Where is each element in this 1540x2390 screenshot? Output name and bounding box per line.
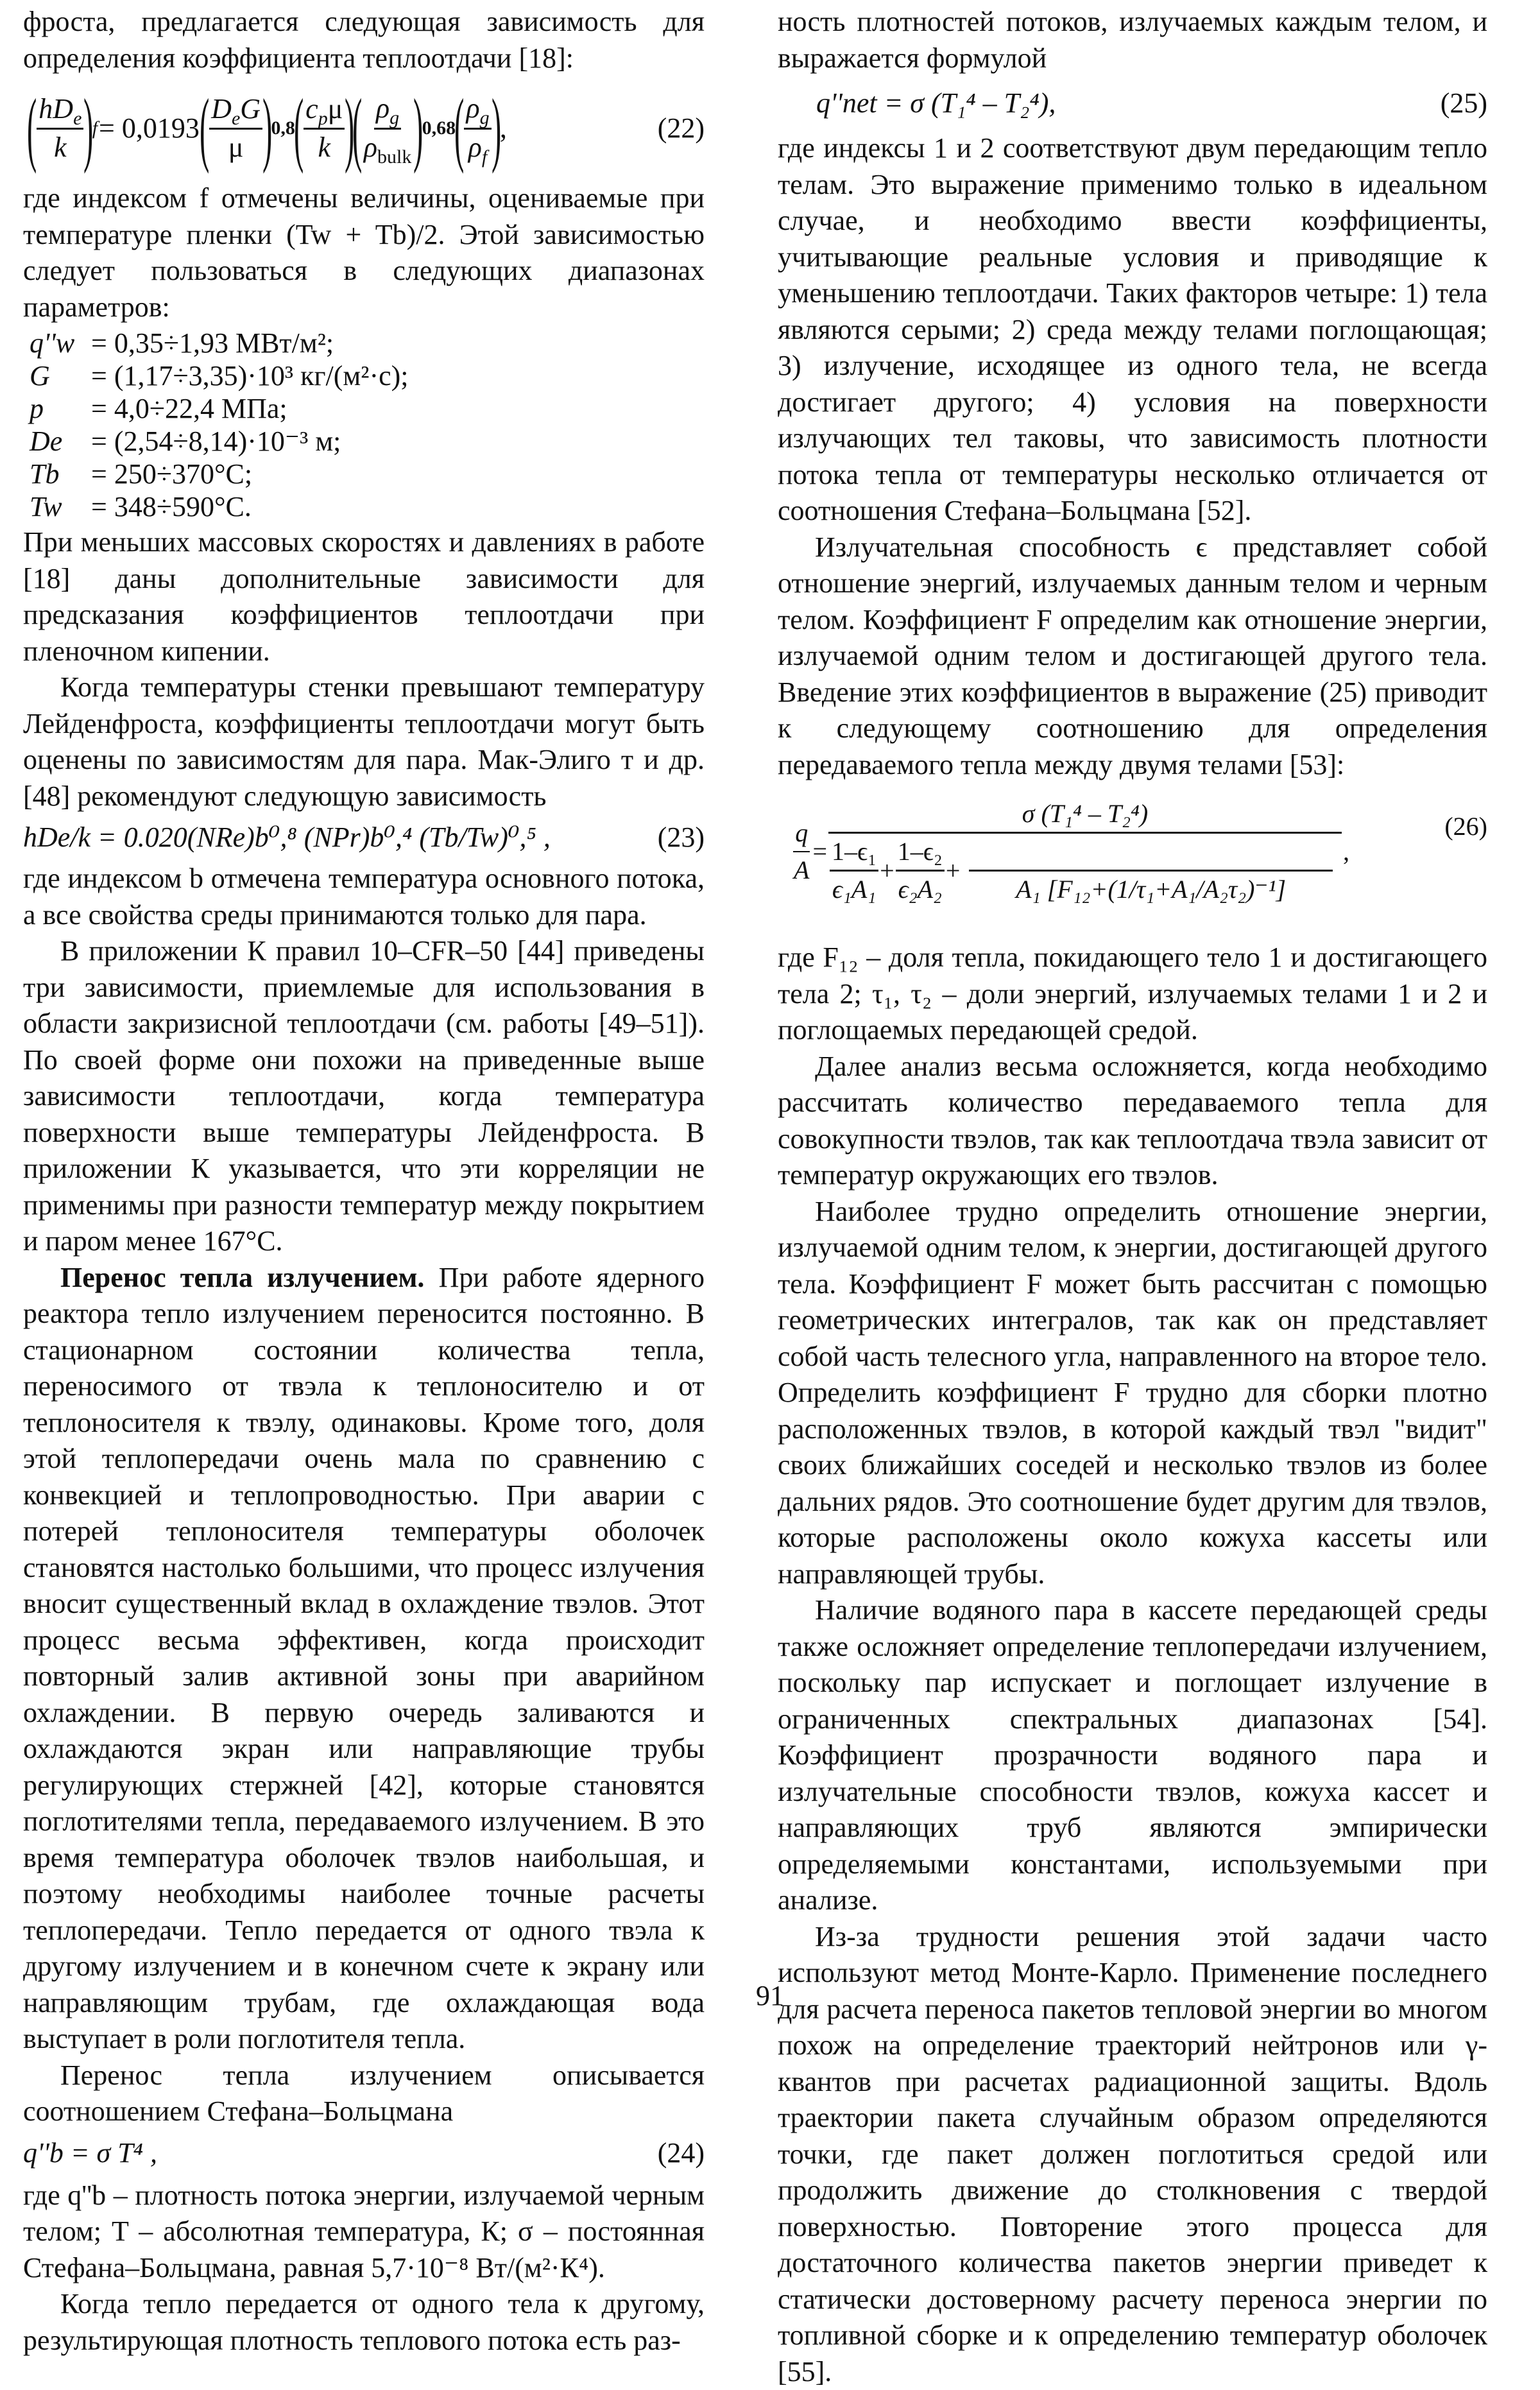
equation-24: q''b = σ T⁴ , (24) [23, 2134, 705, 2174]
parameter-ranges [23, 327, 705, 523]
equation-number: (25) [1430, 85, 1487, 122]
paragraph: Перенос тепла излучением. При работе ядерного реактора тепло излучением переносится постоянно. В стационарном состоянии количества тепла, переносимого от твэла к теплоносителю и от теплоносителя к твэлу, одинаковы. Кроме того, доля этой теплопередачи очень мала по сравнению с конвекцией и теплопроводностью. При аварии с потерей теплоносителя температуры оболочек становятся настолько большими, что процесс излучения вносит существенный вклад в охлаждение твэлов. Этот процесс весьма эффективен, когда происходит повторный залив активной зоны при аварийном охлаждении. В первую очередь заливаются и охлаждаются экран или направляющие трубы регулирующих стержней [42], которые становятся поглотителями тепла, передаваемого излучением. В это время температура оболочек твэлов наибольшая, и поэтому необходимы наиболее точные расчеты теплопередачи. Тепло передается от одного твэла к другому излучением и в конечном счете к экрану или направляющим трубам, где охлаждающая вода выступает в роли поглотителя тепла. [23, 1260, 705, 2058]
range-item: q''w = 0,35÷1,93 МВт/м²; [30, 327, 705, 359]
paragraph: Перенос тепла излучением описывается соотношением Стефана–Больцмана [23, 2058, 705, 2130]
equation-25: q''net = σ (T₁⁴ – T₂⁴), (25) [778, 80, 1487, 126]
paragraph: Наиболее трудно определить отношение энергии, излучаемой одним телом, к энергии, достигающей другого тела. Коэффициент F может быть рассчитан с помощью геометрических интегралов, так как он представляет собой часть телесного угла, направленного на второе тело. Определить коэффициент F трудно для сборки плотно расположенных твэлов, в которой каждый твэл "видит" своих ближайших соседей и несколько твэлов из более дальних рядов. Это соотношение будет другим для твэлов, которые расположены около кожуха кассеты или направляющей трубы. [778, 1194, 1487, 1593]
paragraph: Когда температуры стенки превышают температуру Лейденфроста, коэффициенты теплоотдачи могут быть оценены по зависимостям для пара. Мак-Элиго т и др. [48] рекомендуют следующую зависимость [23, 669, 705, 814]
paragraph: где индексом f отмечены величины, оцениваемые при температуре пленки (Tw + Tb)/2. Этой зависимостью следует пользоваться в следующих диапазонах параметров: [23, 180, 705, 325]
paragraph: фроста, предлагается следующая зависимость для определения коэффициента теплоотдачи [18]: [23, 4, 705, 76]
range-item: Tw = 348÷590°C. [30, 490, 705, 523]
section-heading: Перенос тепла излучением. [60, 1262, 424, 1293]
range-item: G = (1,17÷3,35)·10³ кг/(м²·с); [30, 359, 705, 392]
paragraph: Далее анализ весьма осложняется, когда необходимо рассчитать количество передаваемого тепла для совокупности твэлов, так как теплоотдача твэла зависит от температур окружающих его твэлов. [778, 1049, 1487, 1194]
equation-22: ( $\frac{hD_e}{k}$ ) f = 0,0193 ( $\frac{D_eG}{\mu}$ ) 0,8 ( $\frac{c_p\mu}{k}$ ) ( $\frac{\rho_g}{\rho_{bulk}}$ ) 0,68 ( $\frac{\rho_g}{\rho_f}$ ) , (22) [23, 80, 705, 176]
range-item: p = 4,0÷22,4 МПа; [30, 392, 705, 425]
paragraph: Из-за трудности решения этой задачи часто используют метод Монте-Карло. Применение последнего для расчета переноса пакетов тепловой энергии во многом похож на определение траекторий нейтронов или γ-квантов при расчетах радиационной защиты. Вдоль траектории пакета случайным образом определяются точки, где пакет должен поглотиться средой или продолжить движение до столкновения с твердой поверхностью. Повторение этого процесса для достаточного количества пакетов энергии приведет к статически достоверному расчету переноса энергии по топливной сборке и к определению температур оболочек [55]. [778, 1919, 1487, 2390]
equation-number: (26) [1434, 796, 1487, 845]
paragraph: При меньших массовых скоростях и давлениях в работе [18] даны дополнительные зависимости для предсказания коэффициентов теплоотдачи при пленочном кипении. [23, 524, 705, 669]
paragraph: Наличие водяного пара в кассете передающей среды также осложняет определение теплопередачи излучением, поскольку пар испускает и поглощает излучение в ограниченных спектральных диапазонах [54]. Коэффициент прозрачности водяного пара и излучательные способности твэлов, кожуха кассет и направляющих труб являются эмпирически определяемыми константами, используемыми при анализе. [778, 1592, 1487, 1919]
paragraph: где F₁₂ – доля тепла, покидающего тело 1 и достигающего тела 2; τ₁, τ₂ – доли энергий, излучаемых телами 1 и 2 и поглощаемых передающей средой. [778, 940, 1487, 1049]
paragraph: ность плотностей потоков, излучаемых каждым телом, и выражается формулой [778, 4, 1487, 76]
paragraph: где индексом b отмечена температура основного потока, а все свойства среды принимаются только для пара. [23, 861, 705, 933]
page-number: 91 [744, 1978, 796, 2015]
equation-number: (23) [647, 820, 705, 856]
left-column [23, 4, 705, 2359]
right-column [778, 4, 1487, 2390]
paragraph: где индексы 1 и 2 соответствуют двум передающим тепло телам. Это выражение применимо только в идеальном случае, и необходимо ввести коэффициенты, учитывающие реальные условия и приводящие к уменьшению теплоотдачи. Таких факторов четыре: 1) тела являются серыми; 2) среда между телами поглощающая; 3) излучение, исходящее из одного тела, не всегда достигает другого; 4) условия на поверхности излучающих тел таковы, что зависимость плотности потока тепла от температуры несколько отличается от соотношения Стефана–Больцмана [52]. [778, 130, 1487, 529]
paragraph: Излучательная способность ϵ представляет собой отношение энергий, излучаемых данным телом и черным телом. Коэффициент F определим как отношение энергии, излучаемой одним телом и достигающей другого тела. Введение этих коэффициентов в выражение (25) приводит к следующему соотношению для определения передаваемого тепла между двумя телами [53]: [778, 529, 1487, 784]
equation-number: (22) [647, 110, 705, 147]
paragraph: В приложении К правил 10–CFR–50 [44] приведены три зависимости, приемлемые для использования в области закризисной теплоотдачи (см. работы [49–51]). По своей форме они похожи на приведенные выше зависимости теплоотдачи, когда температура поверхности выше температуры Лейденфроста. В приложении К указывается, что эти корреляции не применимы при разности температур между покрытием и паром менее 167°C. [23, 933, 705, 1260]
paragraph: где q''b – плотность потока энергии, излучаемой черным телом; T – абсолютная температура, К; σ – постоянная Стефана–Больцмана, равная 5,7·10⁻⁸ Вт/(м²·К⁴). [23, 2178, 705, 2287]
range-item: De = (2,54÷8,14)·10⁻³ м; [30, 425, 705, 458]
equation-number: (24) [647, 2135, 705, 2172]
equation-23: hDe/k = 0.020(NRe)b⁰,⁸ (NPr)b⁰,⁴ (Tb/Tw)⁰,⁵ , (23) [23, 818, 705, 857]
range-item: Tb = 250÷370°C; [30, 458, 705, 490]
paragraph: Когда тепло передается от одного тела к другому, результирующая плотность теплового потока есть раз- [23, 2286, 705, 2359]
equation-26: $\frac{q}{A}$ = σ (T₁⁴ – T₂⁴) $\frac{\text{1–ϵ₁}}{\text{ϵ₁A₁}}$ + $\frac{\text{1–ϵ₂}}{\text{ϵ₂A₂}}$ + A₁ [F₁₂+(1/τ₁+A₁/A₂τ₂)⁻¹] , (26) [778, 796, 1487, 924]
